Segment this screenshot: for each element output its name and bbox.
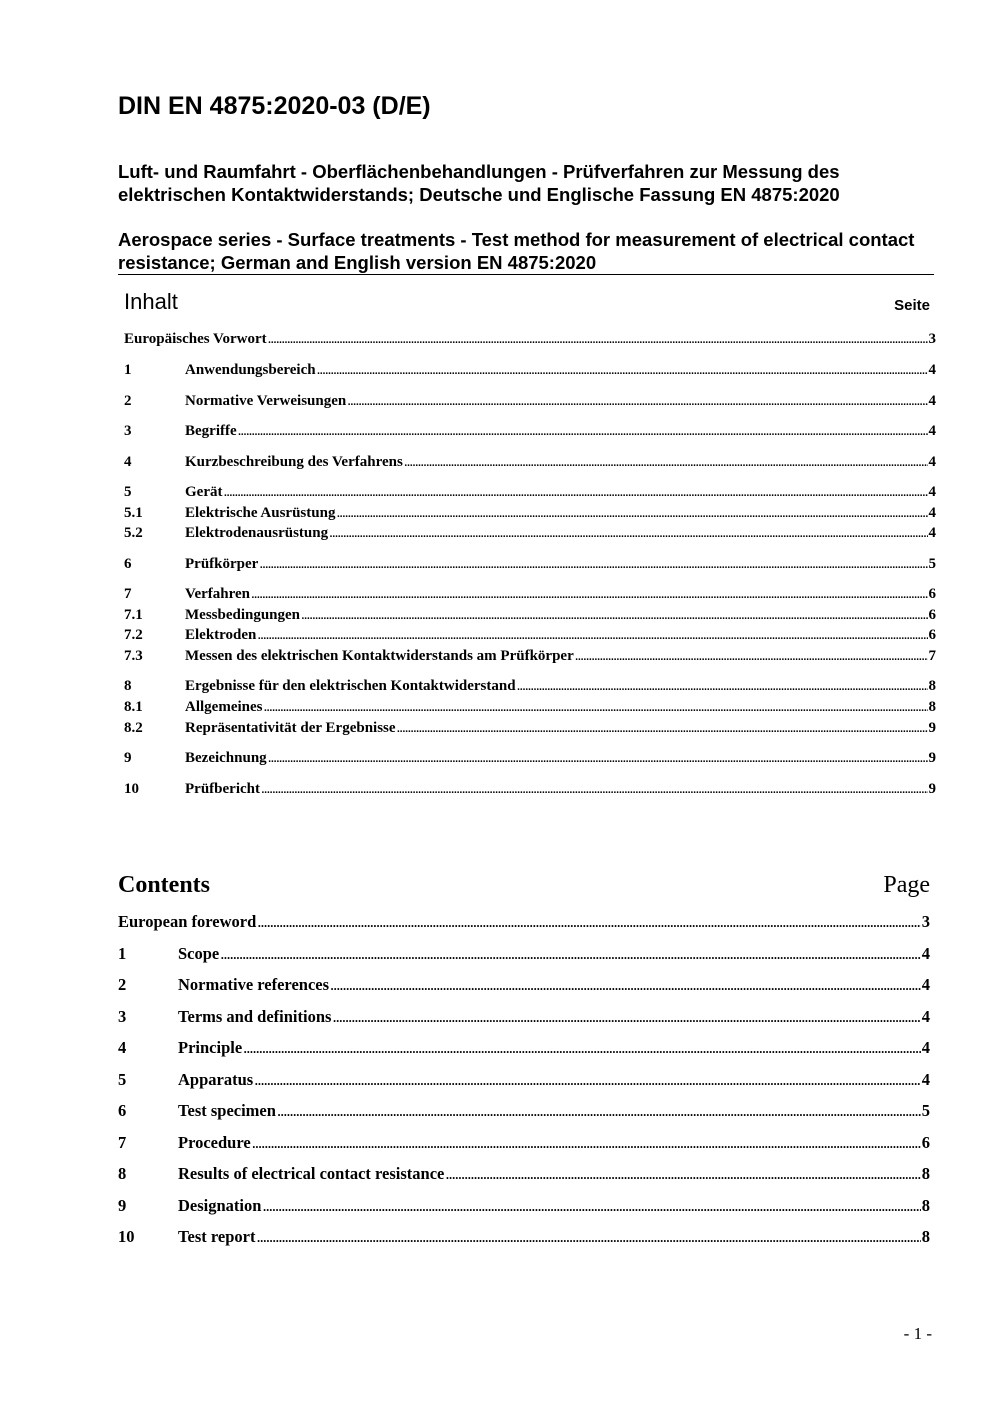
toc-entry-number: 5.1 — [124, 505, 143, 521]
toc-leader-dots — [329, 525, 927, 542]
toc-leader-dots — [332, 1007, 920, 1027]
toc-leader-dots — [301, 607, 927, 624]
toc-entry-de-8-2[interactable] — [124, 720, 936, 737]
toc-entry-label: Prüfbericht — [185, 781, 260, 797]
toc-entry-number: 2 — [118, 975, 127, 994]
toc-leader-dots — [268, 750, 928, 767]
toc-leader-dots — [268, 331, 928, 348]
toc-entry-label: Kurzbeschreibung des Verfahrens — [185, 454, 403, 470]
toc-entry-foreword-en[interactable] — [118, 912, 930, 932]
toc-entry-number: 9 — [124, 750, 132, 766]
toc-entry-label: Normative Verweisungen — [185, 393, 347, 409]
toc-entry-page: 4 — [921, 1007, 930, 1026]
toc-entry-page: 4 — [921, 944, 930, 963]
toc-entry-en-8[interactable] — [118, 1164, 930, 1184]
toc-entry-number: 6 — [118, 1101, 127, 1120]
toc-entry-label: Messen des elektrischen Kontaktwiderstands am Prüfkörper — [185, 648, 574, 664]
toc-entry-number: 7.2 — [124, 627, 143, 643]
toc-leader-dots — [238, 423, 928, 440]
toc-entry-label: Procedure — [178, 1133, 251, 1152]
toc-entry-page: 7 — [928, 648, 936, 664]
toc-leader-dots — [347, 393, 927, 410]
toc-leader-dots — [256, 1227, 920, 1247]
toc-en-heading: Contents — [118, 872, 211, 898]
toc-de-page-label: Seite — [894, 297, 930, 314]
toc-entry-page: 4 — [928, 362, 936, 378]
toc-entry-number: 5.2 — [124, 525, 143, 541]
toc-entry-label: Begriffe — [185, 423, 237, 439]
toc-entry-page: 6 — [928, 627, 936, 643]
toc-entry-en-1[interactable] — [118, 944, 930, 964]
toc-entry-page: 8 — [921, 1164, 930, 1183]
toc-entry-en-9[interactable] — [118, 1196, 930, 1216]
toc-entry-en-10[interactable] — [118, 1227, 930, 1247]
toc-entry-label: Messbedingungen — [185, 607, 301, 623]
toc-leader-dots — [397, 720, 928, 737]
toc-entry-label: Test report — [178, 1227, 256, 1246]
toc-entry-number: 7.1 — [124, 607, 143, 623]
toc-leader-dots — [263, 699, 927, 716]
toc-leader-dots — [261, 781, 928, 798]
toc-entry-number: 10 — [124, 781, 139, 797]
toc-entry-de-6[interactable] — [124, 556, 936, 573]
toc-entry-number: 5 — [118, 1070, 127, 1089]
toc-entry-page: 8 — [928, 699, 936, 715]
toc-entry-label: Allgemeines — [185, 699, 263, 715]
toc-leader-dots — [257, 627, 927, 644]
toc-entry-page: 8 — [921, 1196, 930, 1215]
toc-entry-number: 10 — [118, 1227, 135, 1246]
toc-entry-number: 7 — [118, 1133, 127, 1152]
toc-entry-page: 9 — [928, 781, 936, 797]
toc-entry-label: Repräsentativität der Ergebnisse — [185, 720, 396, 736]
toc-leader-dots — [317, 362, 928, 379]
toc-entry-de-5[interactable] — [124, 484, 936, 501]
toc-entry-foreword-de[interactable] — [124, 331, 936, 348]
toc-entry-en-6[interactable] — [118, 1101, 930, 1121]
toc-entry-number: 9 — [118, 1196, 127, 1215]
toc-entry-en-2[interactable] — [118, 975, 930, 995]
toc-entry-label: Europäisches Vorwort — [124, 331, 267, 347]
toc-entry-page: 8 — [928, 678, 936, 694]
toc-entry-label: Elektrische Ausrüstung — [185, 505, 336, 521]
toc-entry-label: European foreword — [118, 912, 257, 931]
toc-entry-page: 4 — [921, 1070, 930, 1089]
toc-entry-label: Principle — [178, 1038, 243, 1057]
toc-leader-dots — [445, 1164, 920, 1184]
english-title: Aerospace series - Surface treatments - Test method for measurement of electrical contact resistance; German and English version EN 4875:2020 — [118, 229, 915, 273]
toc-entry-number: 8.1 — [124, 699, 143, 715]
toc-leader-dots — [254, 1070, 921, 1090]
toc-entry-page: 3 — [928, 331, 936, 347]
toc-entry-number: 7.3 — [124, 648, 143, 664]
toc-leader-dots — [262, 1196, 920, 1216]
toc-entry-de-5-1[interactable] — [124, 505, 936, 522]
toc-entry-de-7-1[interactable] — [124, 607, 936, 624]
toc-de-heading: Inhalt — [124, 289, 178, 314]
toc-entry-page: 4 — [921, 975, 930, 994]
toc-entry-de-10[interactable] — [124, 781, 936, 798]
toc-entry-en-3[interactable] — [118, 1007, 930, 1027]
title-divider — [118, 274, 934, 275]
toc-entry-label: Verfahren — [185, 586, 250, 602]
toc-entry-number: 3 — [124, 423, 132, 439]
toc-leader-dots — [243, 1038, 921, 1058]
toc-entry-number: 6 — [124, 556, 132, 572]
toc-entry-page: 9 — [928, 750, 936, 766]
toc-entry-page: 4 — [921, 1038, 930, 1057]
toc-entry-number: 8 — [118, 1164, 127, 1183]
toc-entry-label: Elektrodenausrüstung — [185, 525, 329, 541]
toc-leader-dots — [575, 648, 928, 665]
toc-entry-label: Ergebnisse für den elektrischen Kontaktwiderstand — [185, 678, 516, 694]
toc-entry-de-5-2[interactable] — [124, 525, 936, 542]
toc-leader-dots — [259, 556, 927, 573]
toc-leader-dots — [220, 944, 921, 964]
toc-entry-number: 7 — [124, 586, 132, 602]
toc-entry-page: 9 — [928, 720, 936, 736]
toc-entry-label: Gerät — [185, 484, 223, 500]
toc-entry-page: 3 — [921, 912, 930, 931]
toc-entry-label: Test specimen — [178, 1101, 276, 1120]
toc-entry-label: Results of electrical contact resistance — [178, 1164, 445, 1183]
toc-leader-dots — [277, 1101, 921, 1121]
toc-entry-page: 4 — [928, 484, 936, 500]
toc-entry-en-4[interactable] — [118, 1038, 930, 1058]
toc-entry-page: 8 — [921, 1227, 930, 1246]
toc-leader-dots — [517, 678, 928, 695]
toc-entry-page: 5 — [921, 1101, 930, 1120]
toc-entry-de-7-2[interactable] — [124, 627, 936, 644]
toc-entry-page: 5 — [928, 556, 936, 572]
toc-entry-page: 6 — [928, 607, 936, 623]
toc-entry-de-1[interactable] — [124, 362, 936, 379]
toc-entry-number: 5 — [124, 484, 132, 500]
toc-entry-number: 4 — [124, 454, 132, 470]
toc-leader-dots — [251, 586, 928, 603]
toc-en-page-label: Page — [883, 872, 930, 898]
toc-entry-label: Scope — [178, 944, 220, 963]
toc-entry-en-7[interactable] — [118, 1133, 930, 1153]
toc-entry-page: 6 — [928, 586, 936, 602]
toc-entry-page: 4 — [928, 423, 936, 439]
toc-leader-dots — [336, 505, 927, 522]
toc-entry-number: 8.2 — [124, 720, 143, 736]
toc-entry-de-4[interactable] — [124, 454, 936, 471]
toc-entry-de-7-3[interactable] — [124, 648, 936, 665]
toc-entry-label: Elektroden — [185, 627, 257, 643]
toc-entry-de-9[interactable] — [124, 750, 936, 767]
toc-entry-de-2[interactable] — [124, 393, 936, 410]
page-number: - 1 - — [903, 1324, 932, 1343]
toc-entry-label: Bezeichnung — [185, 750, 267, 766]
toc-entry-number: 8 — [124, 678, 132, 694]
toc-entry-de-3[interactable] — [124, 423, 936, 440]
toc-leader-dots — [404, 454, 928, 471]
toc-entry-label: Anwendungsbereich — [185, 362, 316, 378]
toc-entry-label: Apparatus — [178, 1070, 254, 1089]
toc-entry-label: Normative references — [178, 975, 330, 994]
toc-entry-page: 4 — [928, 525, 936, 541]
toc-entry-de-8[interactable] — [124, 678, 936, 695]
toc-entry-label: Prüfkörper — [185, 556, 259, 572]
toc-entry-de-7[interactable] — [124, 586, 936, 603]
toc-leader-dots — [257, 912, 920, 932]
toc-entry-de-8-1[interactable] — [124, 699, 936, 716]
toc-entry-page: 4 — [928, 454, 936, 470]
toc-entry-number: 4 — [118, 1038, 127, 1057]
toc-entry-number: 2 — [124, 393, 132, 409]
toc-entry-number: 1 — [124, 362, 132, 378]
toc-entry-page: 4 — [928, 505, 936, 521]
toc-leader-dots — [223, 484, 927, 501]
toc-leader-dots — [252, 1133, 921, 1153]
toc-leader-dots — [330, 975, 921, 995]
german-title: Luft- und Raumfahrt - Oberflächenbehandlungen - Prüfverfahren zur Messung des elektrischen Kontaktwiderstands; Deutsche und Englische Fassung EN 4875:2020 — [118, 161, 840, 205]
toc-entry-label: Designation — [178, 1196, 262, 1215]
toc-entry-number: 1 — [118, 944, 127, 963]
toc-entry-en-5[interactable] — [118, 1070, 930, 1090]
toc-entry-page: 6 — [921, 1133, 930, 1152]
document-title: DIN EN 4875:2020-03 (D/E) — [118, 92, 431, 120]
toc-entry-number: 3 — [118, 1007, 127, 1026]
toc-entry-page: 4 — [928, 393, 936, 409]
toc-entry-label: Terms and definitions — [178, 1007, 332, 1026]
